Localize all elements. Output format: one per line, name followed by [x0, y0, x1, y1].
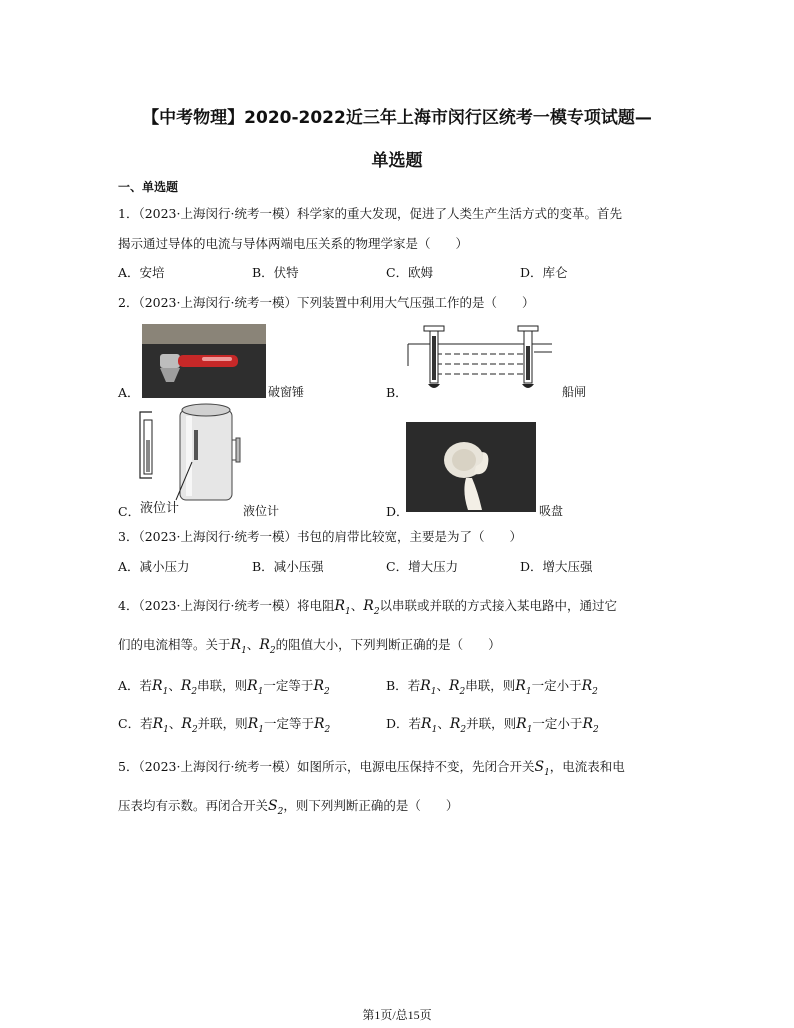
- q2-option-b-caption: 船闸: [562, 385, 587, 399]
- q1-option-a: A．安培: [118, 265, 165, 280]
- s2-symbol: $S_2$: [268, 798, 284, 817]
- q2-option-a-letter: A．: [118, 385, 140, 400]
- q1-option-d: D．库仑: [520, 265, 568, 280]
- question-3-line1: 3．（2023·上海闵行·统考一模）书包的肩带比较宽，主要是为了（ ）: [118, 529, 522, 544]
- question-1-line1: 1．（2023·上海闵行·统考一模）科学家的重大发现，促进了人类生产生活方式的变革。首先: [118, 206, 622, 221]
- q4-option-c: C．若$R_1$、$R_2$并联，则$R_1$一定等于$R_2$: [118, 716, 331, 735]
- q3-option-b: B．减小压强: [252, 559, 324, 574]
- s1-symbol: $S_1$: [534, 759, 550, 778]
- q1-option-c: C．欧姆: [386, 265, 434, 280]
- section-heading: 一、单选题: [118, 180, 179, 194]
- q1-option-b: B．伏特: [252, 265, 299, 280]
- question-4-line2: 们的电流相等。关于$R_1$、$R_2$的阻值大小，下列判断正确的是（ ）: [118, 637, 501, 656]
- level-gauge-inner-label: 液位计: [140, 501, 180, 516]
- r2-symbol: $R_2$: [259, 637, 276, 656]
- q3-option-d: D．增大压强: [520, 559, 593, 574]
- r1-symbol: $R_1$: [230, 637, 247, 656]
- suction-cup-image: [406, 422, 536, 512]
- question-5-line2: 压表均有示数。再闭合开关$S_2$，则下列判断正确的是（ ）: [118, 798, 459, 817]
- window-breaker-hammer-image: [142, 324, 266, 398]
- q3-option-a: A．减小压力: [118, 559, 190, 574]
- q2-option-a-caption: 破窗锤: [268, 385, 305, 399]
- r2-symbol: $R_2$: [363, 598, 380, 617]
- q4-option-d: D．若$R_1$、$R_2$并联，则$R_1$一定小于$R_2$: [386, 716, 599, 735]
- q4-option-a: A．若$R_1$、$R_2$串联，则$R_1$一定等于$R_2$: [118, 678, 330, 697]
- question-1-line2: 揭示通过导体的电流与导体两端电压关系的物理学家是（ ）: [118, 236, 469, 251]
- question-4-line1: 4．（2023·上海闵行·统考一模）将电阻$R_1$、$R_2$以串联或并联的方式接入某电路中，通过它: [118, 598, 618, 617]
- level-gauge-diagram: [130, 400, 245, 504]
- q2-option-d-caption: 吸盘: [539, 504, 564, 518]
- question-5-line1: 5．（2023·上海闵行·统考一模）如图所示，电源电压保持不变，先闭合开关$S_1$，电流表和电: [118, 759, 625, 778]
- q2-option-c-caption: 液位计: [243, 504, 280, 518]
- r1-symbol: $R_1$: [334, 598, 351, 617]
- page-title-line1: 【中考物理】2020-2022近三年上海市闵行区统考一模专项试题—: [142, 108, 652, 128]
- page-footer: 第1页/总15页: [362, 1008, 432, 1022]
- question-2-line1: 2．（2023·上海闵行·统考一模）下列装置中利用大气压强工作的是（ ）: [118, 295, 535, 310]
- q4-option-b: B．若$R_1$、$R_2$串联，则$R_1$一定小于$R_2$: [386, 678, 598, 697]
- q2-option-b-letter: B．: [386, 385, 408, 400]
- ship-lock-diagram: [406, 322, 554, 394]
- q2-option-d-letter: D．: [386, 504, 409, 519]
- q3-option-c: C．增大压力: [386, 559, 459, 574]
- page-title-line2: 单选题: [371, 151, 423, 171]
- q2-option-c-letter: C．: [118, 504, 141, 519]
